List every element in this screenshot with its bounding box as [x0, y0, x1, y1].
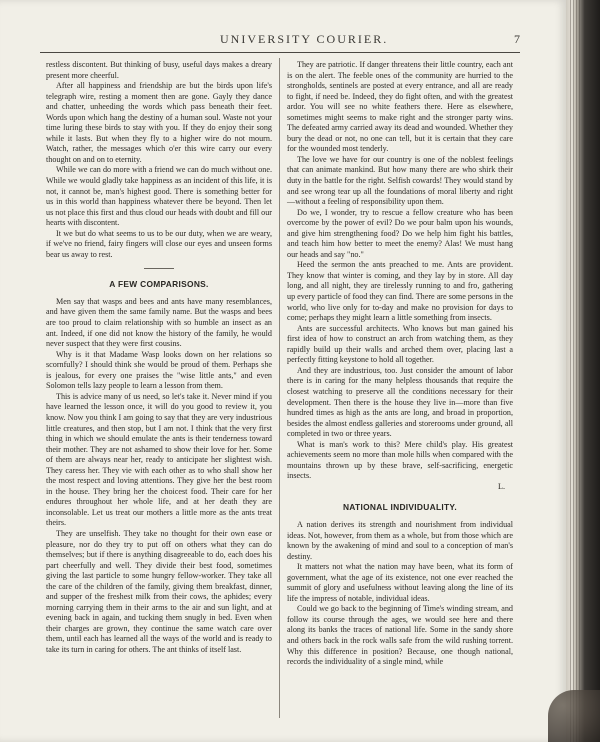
paragraph: Do we, I wonder, try to rescue a fellow creature who has been overcome by the power of evil? Do we pour balm upon his wounds, and give him strengthening food? Do we help him fight his battles, and teach him how better to meet the enemy? Alas! We must hang our heads and say "no." [287, 207, 513, 259]
paragraph: Men say that wasps and bees and ants have many resemblances, and have given them the same family name. But the wasps and bees are too proud to claim relationship with so humble an insect as an ant. Indeed, if one did not know the history of the family, he would never suspect that they were first cousins. [46, 296, 272, 349]
section-divider [144, 268, 174, 269]
left-column [46, 60, 272, 656]
page-edge-line [570, 0, 571, 742]
paragraph: They are patriotic. If danger threatens their little country, each ant is on the alert. The feeble ones of the community are hurried to the strongholds, sentinels are posted at every entrance, and all are ready to fight, if need be. Indeed, they do fight often, and with the greatest ardor. You will see no white feathers there. Here as elsewhere, sometimes might seems to make right and the stronger party wins. The defeated army carried away its dead and wounded. Whether they bury the dead or not, no one can tell, but it is certain that they care for the wounded most tenderly. [287, 60, 513, 154]
paragraph: Ants are successful architects. Who knows but man gained his first idea of how to construct an arch from watching them, as they rapidly build up their walls and arched them over, placing last a perfectly fitting keystone to hold all together. [287, 323, 513, 365]
paragraph: And they are industrious, too. Just consider the amount of labor there is in caring for the many helpless thousands that require the closest watching to preserve all the conditions necessary for their development. Then there is the house they live in—more than five hundred times as high as the ants are long, and broad in proportion, besides the almost endless galleries and storerooms under ground, all completed in two or three years. [287, 365, 513, 439]
paragraph: A nation derives its strength and nourishment from individual ideas. Not, however, from them as a whole, but from those which are known by the awakening of mind and soul to a conception of man's destiny. [287, 519, 513, 561]
paragraph: Why is it that Madame Wasp looks down on her relations so scornfully? I should think she would be proud of them. Perhaps she is jealous, for every one praises the "wise little ants," and even Solomon tells lazy people to learn a lesson from them. [46, 349, 272, 391]
paragraph: It we but do what seems to us to be our duty, when we are weary, if we've no friend, fairy fingers will close our eyes and unseen forms bear us away to rest. [46, 228, 272, 259]
paragraph: This is advice many of us need, so let's take it. Never mind if you have learned the lesson once, it will do you good to review it, you know. Now you think I am going to say that they are very industrious little creatures, and then stop, but I am not. I think that the very first thing in which we should emulate the ants is their tenderness toward their mother. They are not ashamed to show their love for her. Some of them are always near her, ready to anticipate her slightest wish. They caress her. They vie with each other as to who shall show her the most respect and loving attentions. They give her the best room in the house. They bring her the choicest food. Their care for her endures throughout her whole life, and at her death they are inconsolable. Let us treat our mothers a little more as the ants treat theirs. [46, 391, 272, 528]
running-title: UNIVERSITY COURIER. [220, 32, 389, 46]
right-column [287, 60, 513, 668]
header-rule [40, 52, 520, 53]
section-title-national: NATIONAL INDIVIDUALITY. [342, 502, 458, 513]
page-edge-line [579, 0, 580, 742]
author-signature: L. [498, 481, 505, 491]
paragraph: They are unselfish. They take no thought for their own ease or pleasure, nor do they try to put off on others what they can do themselves; but if there is anything disagreeable to do, each does his part cheerfully and well. They divide their best food, sometimes giving the last particle to some hungry fellow-worker. They take all the care of the children of the family, giving them breakfast, dinner, and supper of the freshest milk from their cows, the aphides; every morning carrying them in their arms to the air and sun light, and at evening back in again, and tucking them snugly in bed. Even when their charges are grown, they continue the same watch care over them, until each has learned all the ways of the world and is ready to take its turn in caring for others. The ant thinks of itself last. [46, 528, 272, 654]
paragraph: It matters not what the nation may have been, what its form of government, what the age of its existence, not one ever reached the summit of glory and usefulness without leaving along the line of its life the impress of notable, individual ideas. [287, 562, 513, 603]
paragraph: While we can do more with a friend we can do much without one. While we would gladly take happiness as an incident of this life, it is not, it cannot be, man's highest good. There is something better for us in this world than happiness whatever there be beyond. Then let us not place this first and thus cloud our heads with doubt and fill our hearts with discontent. [46, 165, 272, 228]
thumb-shadow [548, 690, 600, 742]
paragraph: restless discontent. But thinking of busy, useful days makes a dreary present more cheerful. [46, 60, 272, 80]
paragraph: After all happiness and friendship are but the birds upon life's telegraph wire, resting a moment then are gone. Gayly they dance and chatter, unheeding the words which pass beneath their feet. Words upon which hang the destiny of a human soul. Waste not your time luring these birds to stay with you. If they do enjoy their song while it lasts. But when they fly to a higher wire do not mourn. Watch, rather, the messages which o'er this wire carry our every thought on and on to eternity. [46, 81, 272, 164]
book-spine [566, 0, 600, 742]
page-edge-line [576, 0, 577, 742]
paragraph: Could we go back to the beginning of Time's winding stream, and follow its course through the ages, we would see here and there along its banks the traces of national life. Some in the sandy shore and others back in the rock walls safe from the wild rushing torrent. Why this difference in position? Because, one though national, records the individuality of a single mind, while [287, 604, 513, 667]
paragraph: Heed the sermon the ants preached to me. Ants are provident. They know that winter is coming, and they lay by in store. All day long, and all night, they are tirelessly running to and fro, gathering up every particle of food they can find. There are some persons in the world, who live only for to-day and make no provision for days to come; perhaps they might learn a little something from insects. [287, 260, 513, 323]
paragraph: The love we have for our country is one of the noblest feelings that can animate mankind. But how many there are who shirk their duty in the battle for the right. Selfish cowards! They would stand by and see wrong tear up all the foundations of moral liberty and right—without a feeling of responsibility upon them. [287, 154, 513, 207]
page-edge-line [573, 0, 574, 742]
column-divider [279, 58, 280, 718]
page-header [40, 32, 520, 52]
section-title-comparisons: A FEW COMPARISONS. [109, 279, 209, 290]
paragraph: What is man's work to this? Mere child's play. His greatest achievements seem no more than mole hills when compared with the mountains thrown up by these brave, self-sacrificing, energetic insects. [287, 439, 513, 481]
page-number: 7 [514, 32, 520, 46]
